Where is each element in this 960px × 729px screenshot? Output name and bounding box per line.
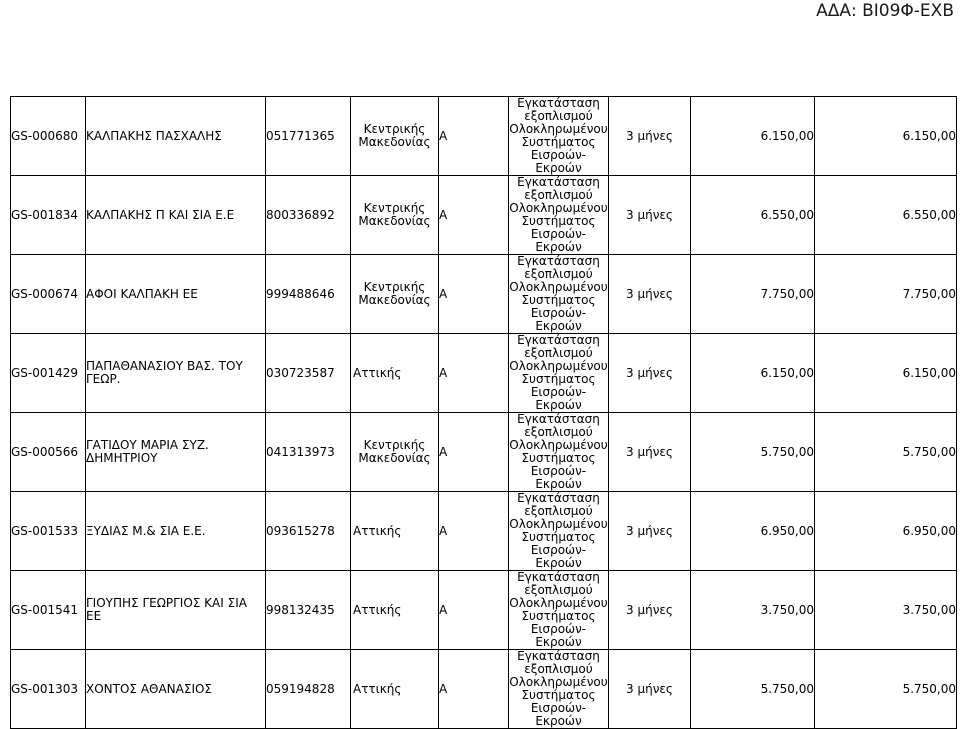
beneficiary-name-cell (86, 255, 266, 334)
budget-amount-cell (691, 176, 815, 255)
tax-id-cell (266, 255, 351, 334)
project-code: GS-001303 (11, 681, 79, 696)
description-cell (509, 97, 609, 176)
region-cell (351, 334, 439, 413)
project-code: GS-001834 (11, 207, 79, 222)
category: Α (439, 286, 448, 301)
budget-amount-cell (691, 97, 815, 176)
beneficiary-name: ΠΑΠΑΘΑΝΑΣΙΟΥ ΒΑΣ. ΤΟΥ ΓΕΩΡ. (86, 359, 243, 386)
project-code-cell (11, 413, 86, 492)
tax-id-cell (266, 492, 351, 571)
description: Εγκατάσταση εξοπλισμού Ολοκληρωμένου Συστήματος Εισροών- Εκροών (509, 333, 608, 412)
description-cell (509, 176, 609, 255)
table-row (11, 334, 957, 413)
tax-id: 059194828 (266, 681, 335, 696)
tax-id-cell (266, 334, 351, 413)
project-code-cell (11, 334, 86, 413)
duration: 3 μήνες (626, 207, 673, 222)
project-code: GS-000566 (11, 444, 79, 459)
budget-amount-cell (691, 413, 815, 492)
duration: 3 μήνες (626, 365, 673, 380)
beneficiaries-table (10, 96, 957, 729)
duration-cell (609, 413, 691, 492)
beneficiary-name-cell (86, 413, 266, 492)
region: Κεντρικής Μακεδονίας (358, 201, 431, 228)
duration-cell (609, 176, 691, 255)
approved-amount-cell (815, 571, 957, 650)
budget-amount: 6.150,00 (760, 365, 814, 380)
ada-code: ΑΔΑ: ΒΙ09Φ-ΕΧΒ (816, 1, 954, 21)
project-code: GS-000680 (11, 128, 79, 143)
region-cell (351, 650, 439, 729)
description: Εγκατάσταση εξοπλισμού Ολοκληρωμένου Συστήματος Εισροών- Εκροών (509, 649, 608, 728)
beneficiary-name-cell (86, 571, 266, 650)
project-code: GS-000674 (11, 286, 79, 301)
tax-id: 999488646 (266, 286, 335, 301)
tax-id-cell (266, 176, 351, 255)
budget-amount-cell (691, 492, 815, 571)
beneficiary-name: ΞΥΔΙΑΣ Μ.& ΣΙΑ Ε.Ε. (86, 523, 206, 538)
tax-id: 051771365 (266, 128, 335, 143)
tax-id: 030723587 (266, 365, 335, 380)
approved-amount: 5.750,00 (902, 681, 956, 696)
approved-amount: 6.950,00 (902, 523, 956, 538)
description-cell (509, 334, 609, 413)
duration-cell (609, 492, 691, 571)
duration: 3 μήνες (626, 602, 673, 617)
project-code-cell (11, 97, 86, 176)
duration: 3 μήνες (626, 681, 673, 696)
category-cell (439, 571, 509, 650)
approved-amount: 3.750,00 (902, 602, 956, 617)
region: Αττικής (353, 523, 402, 538)
duration: 3 μήνες (626, 523, 673, 538)
description: Εγκατάσταση εξοπλισμού Ολοκληρωμένου Συστήματος Εισροών- Εκροών (509, 96, 608, 175)
approved-amount-cell (815, 176, 957, 255)
budget-amount: 6.950,00 (760, 523, 814, 538)
approved-amount-cell (815, 97, 957, 176)
project-code-cell (11, 176, 86, 255)
approved-amount-cell (815, 650, 957, 729)
approved-amount: 6.150,00 (902, 365, 956, 380)
budget-amount-cell (691, 571, 815, 650)
tax-id: 998132435 (266, 602, 335, 617)
table-row (11, 413, 957, 492)
beneficiary-name: ΑΦΟΙ ΚΑΛΠΑΚΗ ΕΕ (86, 286, 198, 301)
region-cell (351, 97, 439, 176)
region-cell (351, 255, 439, 334)
budget-amount-cell (691, 255, 815, 334)
description-cell (509, 571, 609, 650)
duration-cell (609, 650, 691, 729)
category: Α (439, 365, 448, 380)
budget-amount: 6.150,00 (760, 128, 814, 143)
budget-amount: 5.750,00 (760, 681, 814, 696)
project-code: GS-001541 (11, 602, 79, 617)
beneficiary-name: ΚΑΛΠΑΚΗΣ Π ΚΑΙ ΣΙΑ Ε.Ε (86, 207, 235, 222)
tax-id-cell (266, 97, 351, 176)
approved-amount: 7.750,00 (902, 286, 956, 301)
beneficiary-name-cell (86, 650, 266, 729)
region-cell (351, 571, 439, 650)
category: Α (439, 681, 448, 696)
duration-cell (609, 334, 691, 413)
category: Α (439, 602, 448, 617)
region: Κεντρικής Μακεδονίας (358, 122, 431, 149)
region: Αττικής (353, 602, 402, 617)
beneficiary-name: ΚΑΛΠΑΚΗΣ ΠΑΣΧΑΛΗΣ (86, 128, 222, 143)
region-cell (351, 492, 439, 571)
region: Κεντρικής Μακεδονίας (358, 280, 431, 307)
approved-amount: 6.150,00 (902, 128, 956, 143)
beneficiary-name: ΓΙΟΥΠΗΣ ΓΕΩΡΓΙΟΣ ΚΑΙ ΣΙΑ ΕΕ (86, 596, 247, 623)
beneficiary-name-cell (86, 334, 266, 413)
category-cell (439, 176, 509, 255)
tax-id: 093615278 (266, 523, 335, 538)
tax-id-cell (266, 413, 351, 492)
description-cell (509, 255, 609, 334)
approved-amount: 5.750,00 (902, 444, 956, 459)
approved-amount-cell (815, 413, 957, 492)
approved-amount: 6.550,00 (902, 207, 956, 222)
category: Α (439, 207, 448, 222)
description: Εγκατάσταση εξοπλισμού Ολοκληρωμένου Συστήματος Εισροών- Εκροών (509, 491, 608, 570)
tax-id: 800336892 (266, 207, 335, 222)
budget-amount-cell (691, 650, 815, 729)
duration-cell (609, 571, 691, 650)
category: Α (439, 523, 448, 538)
beneficiary-name-cell (86, 97, 266, 176)
category: Α (439, 128, 448, 143)
description: Εγκατάσταση εξοπλισμού Ολοκληρωμένου Συστήματος Εισροών- Εκροών (509, 570, 608, 649)
beneficiary-name: ΓΑΤΙΔΟΥ ΜΑΡΙΑ ΣΥΖ. ΔΗΜΗΤΡΙΟΥ (86, 438, 209, 465)
duration-cell (609, 97, 691, 176)
region-cell (351, 176, 439, 255)
description: Εγκατάσταση εξοπλισμού Ολοκληρωμένου Συστήματος Εισροών- Εκροών (509, 412, 608, 491)
duration: 3 μήνες (626, 286, 673, 301)
table-row (11, 650, 957, 729)
category-cell (439, 650, 509, 729)
category-cell (439, 255, 509, 334)
project-code: GS-001429 (11, 365, 79, 380)
project-code: GS-001533 (11, 523, 79, 538)
project-code-cell (11, 650, 86, 729)
category-cell (439, 413, 509, 492)
budget-amount: 5.750,00 (760, 444, 814, 459)
beneficiary-name-cell (86, 176, 266, 255)
tax-id-cell (266, 571, 351, 650)
table-row (11, 176, 957, 255)
description: Εγκατάσταση εξοπλισμού Ολοκληρωμένου Συστήματος Εισροών- Εκροών (509, 175, 608, 254)
duration: 3 μήνες (626, 444, 673, 459)
budget-amount-cell (691, 334, 815, 413)
region: Κεντρικής Μακεδονίας (358, 438, 431, 465)
project-code-cell (11, 255, 86, 334)
category-cell (439, 334, 509, 413)
category-cell (439, 492, 509, 571)
description-cell (509, 413, 609, 492)
tax-id: 041313973 (266, 444, 335, 459)
region: Αττικής (353, 681, 402, 696)
table-row (11, 571, 957, 650)
beneficiary-name-cell (86, 492, 266, 571)
beneficiary-name: ΧΟΝΤΟΣ ΑΘΑΝΑΣΙΟΣ (86, 681, 213, 696)
duration-cell (609, 255, 691, 334)
approved-amount-cell (815, 492, 957, 571)
tax-id-cell (266, 650, 351, 729)
approved-amount-cell (815, 334, 957, 413)
project-code-cell (11, 492, 86, 571)
region: Αττικής (353, 365, 402, 380)
duration: 3 μήνες (626, 128, 673, 143)
description-cell (509, 492, 609, 571)
budget-amount: 3.750,00 (760, 602, 814, 617)
table-row (11, 97, 957, 176)
region-cell (351, 413, 439, 492)
table-body (11, 97, 957, 729)
description: Εγκατάσταση εξοπλισμού Ολοκληρωμένου Συστήματος Εισροών- Εκροών (509, 254, 608, 333)
category-cell (439, 97, 509, 176)
category: Α (439, 444, 448, 459)
table-row (11, 255, 957, 334)
project-code-cell (11, 571, 86, 650)
budget-amount: 7.750,00 (760, 286, 814, 301)
table-row (11, 492, 957, 571)
approved-amount-cell (815, 255, 957, 334)
budget-amount: 6.550,00 (760, 207, 814, 222)
description-cell (509, 650, 609, 729)
